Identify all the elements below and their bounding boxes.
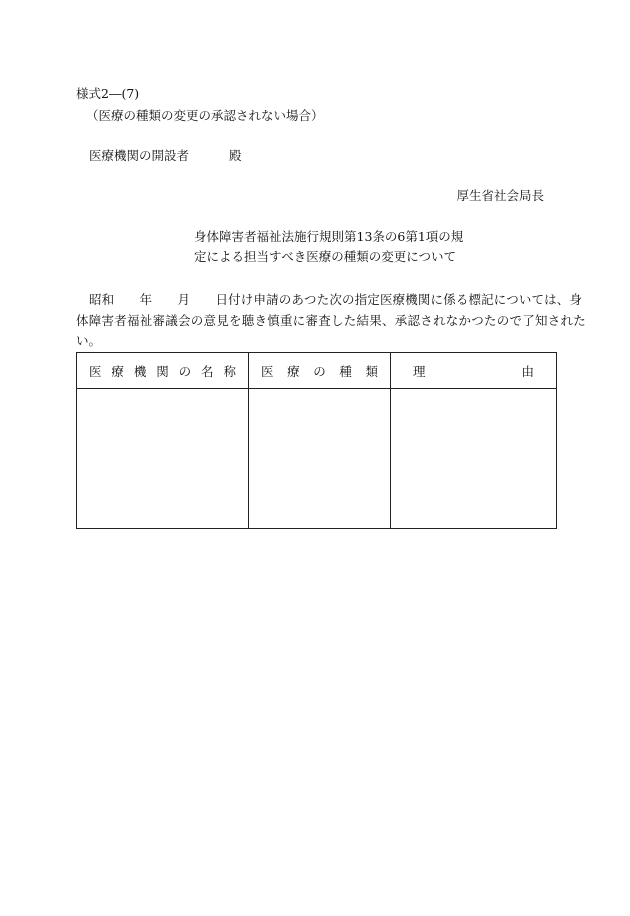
header-char: 類 bbox=[365, 363, 378, 379]
header-char: 名 bbox=[201, 363, 214, 379]
document-title-line-1: 身体障害者福祉法施行規則第13条の6第1項の規 bbox=[194, 229, 464, 244]
header-char: 称 bbox=[223, 363, 236, 379]
header-char: 療 bbox=[287, 363, 300, 379]
header-char: 療 bbox=[111, 363, 124, 379]
header-institution-name bbox=[77, 353, 249, 389]
header-char: 理 bbox=[413, 363, 426, 379]
cell-reason bbox=[391, 389, 557, 529]
header-char: の bbox=[313, 363, 326, 379]
header-char: 医 bbox=[89, 363, 102, 379]
form-number: 様式2―(7) bbox=[76, 86, 140, 101]
header-char: 種 bbox=[339, 363, 352, 379]
honorific: 殿 bbox=[229, 148, 242, 163]
addressee: 医療機関の開設者 bbox=[89, 148, 190, 163]
form-subtitle: （医療の種類の変更の承認されない場合） bbox=[86, 108, 324, 123]
document-title-line-2: 定による担当すべき医療の種類の変更について bbox=[194, 249, 457, 264]
sender: 厚生省社会局長 bbox=[456, 188, 544, 203]
header-reason bbox=[391, 353, 557, 389]
cell-medical-type bbox=[249, 389, 391, 529]
header-char: 関 bbox=[156, 363, 169, 379]
header-char: 医 bbox=[261, 363, 274, 379]
body-line-1: 昭和 年 月 日付け申請のあつた次の指定医療機関に係る標記については、身 bbox=[89, 292, 583, 307]
header-char: の bbox=[178, 363, 192, 379]
body-line-3: い。 bbox=[76, 333, 102, 348]
header-char: 由 bbox=[521, 363, 534, 379]
header-char: 機 bbox=[133, 363, 147, 379]
institution-table bbox=[76, 352, 557, 529]
cell-institution-name bbox=[77, 389, 249, 529]
header-medical-type bbox=[249, 353, 391, 389]
body-line-2: 体障害者福祉審議会の意見を聴き慎重に審査した結果、承認されなかつたので了知された bbox=[76, 313, 587, 328]
